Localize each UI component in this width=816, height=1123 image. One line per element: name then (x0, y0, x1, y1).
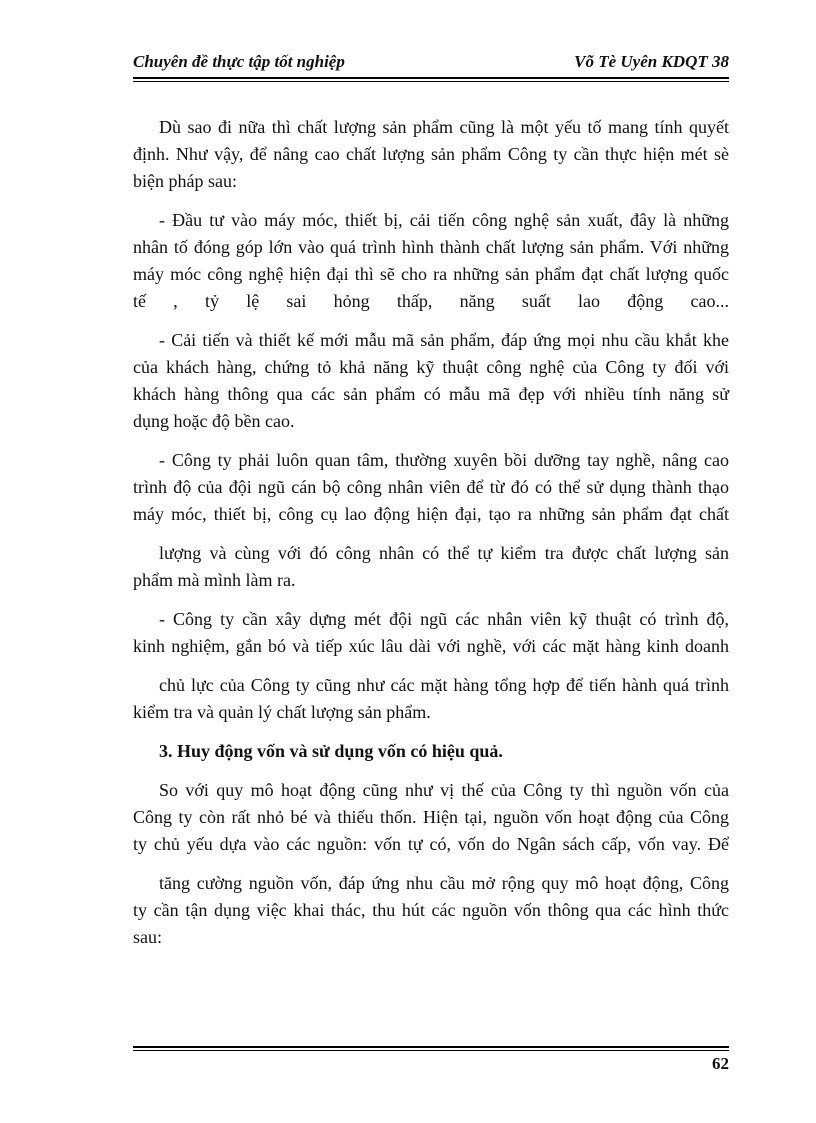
footer-rule-thin (133, 1050, 729, 1051)
footer-rule (133, 1046, 729, 1048)
text-line: kiểm tra và quản lý chất lượng sản phẩm. (133, 702, 431, 722)
paragraph-capital (133, 777, 729, 858)
header-title: Chuyên đề thực tập tốt nghiệp (133, 52, 345, 71)
text-line: Công ty còn rất nhỏ bé và thiếu thốn. Hiện tại, nguồn vốn hoạt động của Công (133, 807, 729, 827)
text-line: nhân tố đóng góp lớn vào quá trình hình thành chất lượng sản phẩm. Với những (133, 237, 729, 257)
text-line: máy móc, thiết bị, công cụ lao động hiện đại, tạo ra những sản phẩm đạt chất (133, 504, 729, 524)
text-line: dụng hoặc độ bền cao. (133, 411, 295, 431)
paragraph-training-cont (133, 540, 729, 594)
page-header (133, 52, 729, 76)
header-rule (133, 77, 729, 79)
text-line: - Công ty phải luôn quan tâm, thường xuyên bồi dưỡng tay nghề, nâng cao (159, 450, 729, 470)
paragraph-staff (133, 606, 729, 660)
text-line: phẩm mà mình làm ra. (133, 570, 296, 590)
paragraph-training (133, 447, 729, 528)
paragraph-capital-cont (133, 870, 729, 951)
text-line: biện pháp sau: (133, 171, 237, 191)
text-line: tế , tỷ lệ sai hỏng thấp, năng suất lao động cao... (133, 291, 729, 311)
text-line: sau: (133, 927, 162, 947)
paragraph-staff-cont (133, 672, 729, 726)
text-line: của khách hàng, chứng tỏ khả năng kỹ thuật công nghệ của Công ty đối với (133, 357, 729, 377)
header-rule-thin (133, 81, 729, 82)
page-number: 62 (712, 1054, 729, 1073)
text-line: - Công ty cần xây dựng mét đội ngũ các nhân viên kỹ thuật có trình độ, (159, 609, 729, 629)
text-line: ty chủ yếu dựa vào các nguồn: vốn tự có, vốn do Ngân sách cấp, vốn vay. Để (133, 834, 729, 854)
text-line: máy móc công nghệ hiện đại thì sẽ cho ra những sản phẩm đạt chất lượng quốc (133, 264, 729, 284)
text-line: định. Như vậy, để nâng cao chất lượng sản phẩm Công ty cần thực hiện mét sè (133, 144, 729, 164)
text-line: kinh nghiệm, gắn bó và tiếp xúc lâu dài với nghề, với các mặt hàng kinh doanh (133, 636, 729, 656)
text-line: trình độ của đội ngũ cán bộ công nhân viên để từ đó có thể sử dụng thành thạo (133, 477, 729, 497)
text-line: tăng cường nguồn vốn, đáp ứng nhu cầu mở rộng quy mô hoạt động, Công (159, 873, 729, 893)
header-author: Võ Tè Uyên KDQT 38 (574, 52, 729, 71)
document-body (133, 114, 729, 963)
paragraph-design (133, 327, 729, 435)
text-line: So với quy mô hoạt động cũng như vị thế của Công ty thì nguồn vốn của (159, 780, 729, 800)
section-heading: 3. Huy động vốn và sử dụng vốn có hiệu quả. (159, 741, 503, 761)
text-line: - Cải tiến và thiết kế mới mẫu mã sản phẩm, đáp ứng mọi nhu cầu khắt khe (159, 330, 729, 350)
paragraph-intro (133, 114, 729, 195)
text-line: - Đầu tư vào máy móc, thiết bị, cải tiến công nghệ sản xuất, đây là những (159, 210, 729, 230)
text-line: khách hàng thông qua các sản phẩm có mẫu mã đẹp với nhiều tính năng sử (133, 384, 729, 404)
text-line: ty cần tận dụng việc khai thác, thu hút các nguồn vốn thông qua các hình thức (133, 900, 729, 920)
paragraph-machinery (133, 207, 729, 315)
text-line: Dù sao đi nữa thì chất lượng sản phẩm cũng là một yếu tố mang tính quyết (159, 117, 729, 137)
text-line: lượng và cùng với đó công nhân có thể tự kiểm tra được chất lượng sản (159, 543, 729, 563)
text-line: chủ lực của Công ty cũng như các mặt hàng tổng hợp để tiến hành quá trình (159, 675, 729, 695)
